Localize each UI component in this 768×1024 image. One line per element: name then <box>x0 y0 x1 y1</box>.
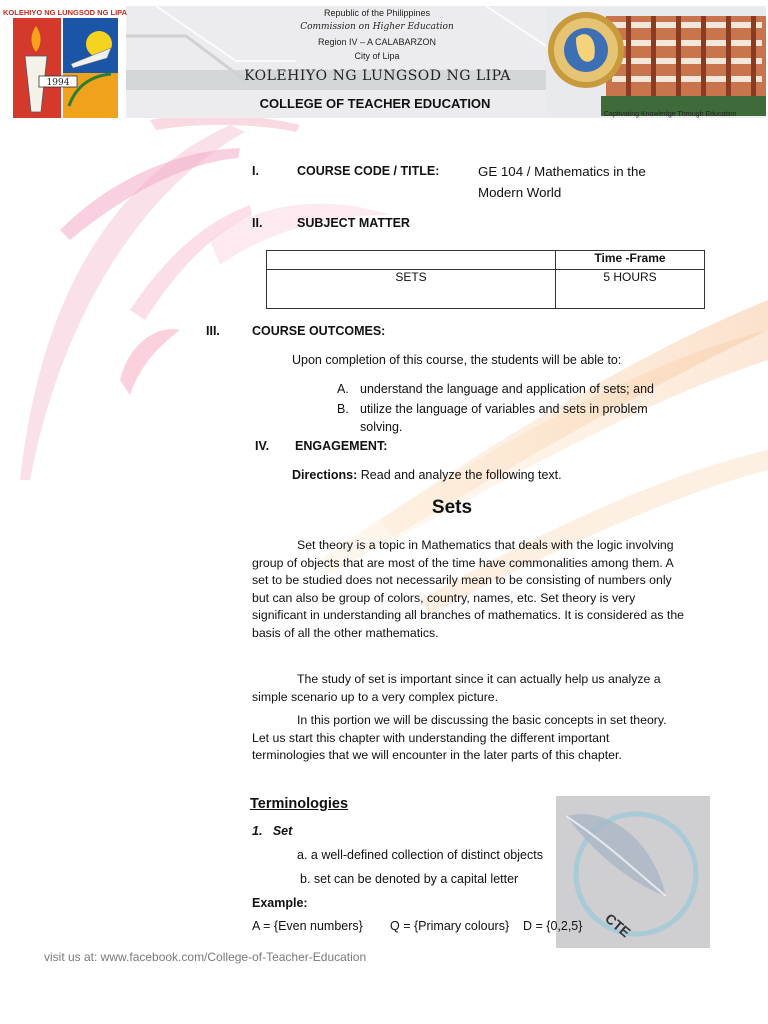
table-header-timeframe: Time -Frame <box>556 251 705 270</box>
course-title-line1: GE 104 / Mathematics in the <box>478 164 646 179</box>
example-set-d: D = {0,2,5} <box>523 919 583 933</box>
para3-line: In this portion we will be discussing the basic concepts in set theory. <box>297 713 667 727</box>
header-commission: Commission on Higher Education <box>300 22 454 32</box>
building-photo <box>546 8 766 116</box>
section-2-label: SUBJECT MATTER <box>297 216 410 230</box>
outcome-b-text-line2: solving. <box>360 420 403 434</box>
directions-line <box>292 467 562 484</box>
table-cell-hours: 5 HOURS <box>556 270 705 309</box>
header-region: Region IV – A CALABARZON <box>317 37 437 47</box>
section-4-number: IV. <box>255 439 270 453</box>
directions-text: Read and analyze the following text. <box>360 468 562 482</box>
svg-text:1994: 1994 <box>46 78 70 88</box>
content-title: Sets <box>431 497 473 518</box>
para1-line: basis of all the other mathematics. <box>252 625 439 640</box>
section-3-number: III. <box>206 324 220 338</box>
course-title-line2: Modern World <box>478 185 562 200</box>
paragraph-2 <box>252 671 700 706</box>
term-set: 1. Set <box>252 824 293 838</box>
outcome-b-text-line1: utilize the language of variables and sets in problem <box>360 402 648 416</box>
department-name: COLLEGE OF TEACHER EDUCATION <box>259 96 491 111</box>
para1-line: group of objects that are most of the time have commonalities among them. A <box>252 555 674 570</box>
section-3-label: COURSE OUTCOMES: <box>252 324 386 338</box>
outcome-b-letter: B. <box>337 402 349 416</box>
outcome-a-text: understand the language and application of sets; and <box>360 382 654 396</box>
tagline: Captivating Knowledge Through Education <box>604 111 737 118</box>
paragraph-1 <box>252 537 700 642</box>
term-set-definition-a: a. a well-defined collection of distinct objects <box>297 848 543 862</box>
terminologies-heading: Terminologies <box>250 796 349 812</box>
watermark-label: CTE <box>602 910 634 941</box>
svg-text:KOLEHIYO NG LUNGSOD NG LIPA: KOLEHIYO NG LUNGSOD NG LIPA <box>2 8 128 17</box>
para1-line: Set theory is a topic in Mathematics that deals with the logic involving <box>297 538 674 552</box>
table-header-row <box>267 251 705 270</box>
table-cell-subject: SETS <box>267 270 556 309</box>
para1-line: significant in understanding all branches of mathematics. It is considered as the <box>252 608 684 622</box>
section-4-label: ENGAGEMENT: <box>295 439 388 453</box>
para3-line: Let us start this chapter with understanding the different important <box>252 730 610 745</box>
table-row <box>267 270 705 309</box>
outcomes-intro: Upon completion of this course, the students will be able to: <box>292 353 622 367</box>
table-header-cell-empty <box>267 251 556 270</box>
header-city: City of Lipa <box>354 51 400 61</box>
example-set-a: A = {Even numbers} <box>252 919 363 933</box>
header-republic: Republic of the Philippines <box>323 8 431 18</box>
para3-line: terminologies that we will encounter in the later parts of this chapter. <box>252 748 622 762</box>
subject-matter-table <box>266 250 705 309</box>
college-logo <box>2 6 128 119</box>
section-2-number: II. <box>252 216 263 230</box>
para1-line: set to be studied does not necessarily mean to be consisting of numbers only <box>252 573 672 587</box>
outcome-a-letter: A. <box>337 382 349 396</box>
para2-line: The study of set is important since it can actually help us analyze a <box>297 672 661 686</box>
paragraph-3 <box>252 712 700 765</box>
section-1-label: COURSE CODE / TITLE: <box>297 164 440 178</box>
para1-line: but can also be group of colors, country, names, etc. Set theory is very <box>252 590 636 605</box>
directions-label: Directions: <box>292 468 358 482</box>
example-set-q: Q = {Primary colours} <box>390 919 510 933</box>
section-1-number: I. <box>252 164 259 178</box>
college-name: KOLEHIYO NG LUNGSOD NG LIPA <box>244 68 511 84</box>
example-label: Example: <box>252 896 308 910</box>
term-set-definition-b: b. set can be denoted by a capital letter <box>300 872 519 886</box>
footer-link[interactable]: visit us at: www.facebook.com/College-of-Teacher-Education <box>44 950 367 964</box>
para2-line: simple scenario up to a very complex picture. <box>252 689 499 704</box>
